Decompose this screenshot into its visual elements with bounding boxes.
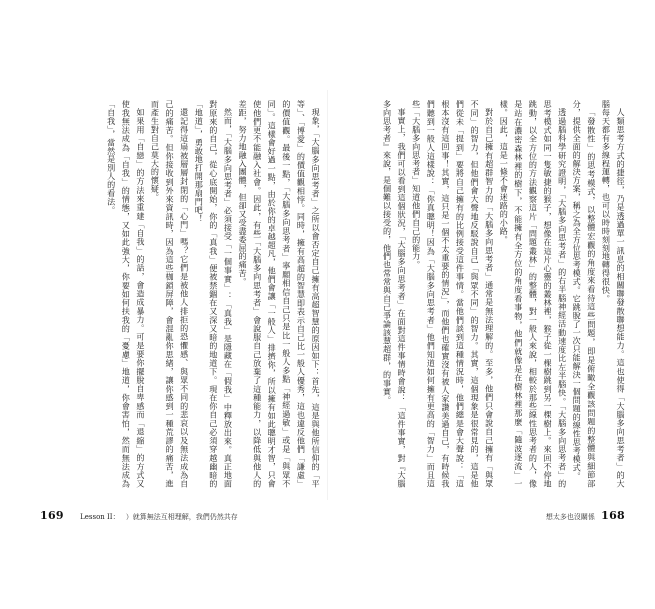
left-footer xyxy=(40,509,238,522)
left-running-header-lesson: Lesson II： xyxy=(80,513,120,521)
right-paragraph-4: 對於自己擁有超群智力的「大腦多向思考者」通常是無法理解的。至多，他們只會說自己擁有「與眾不同」的智力，但他們會大聲地反駁說自己「與眾不同」的智力。其實，這個現象是很常見的，這是他們從未「提到」要將自己擁有的比例接受這件事情。當他們談到這種情況時，他們總是會大聲說：「這根本沒有這回事！其實，這只是一個不太重要的情況」，而他們也確實沒有被人家讚美過自己，有時候我們聽到一般人這樣說：「你真聰明！因為「大腦多向思考者」他們知道如何擁有更高的「智力」而且這些「大腦多向思考者」知道他們自己的能力。 xyxy=(411,100,495,488)
right-footer xyxy=(546,509,625,522)
right-paragraph-5: 事實上，我們可以看到這個狀況，「大腦多向思考者」在面對這件事情時會說：「這件事實，對『大腦多向思考者』來說，是個難以接受的，他們也常常與自己爭論該慧超群，的事實。 xyxy=(382,100,408,488)
left-page-body xyxy=(33,100,323,488)
left-paragraph-3: 還記得這扇被層層封閉的「心門」嗎？它們是被他人排拒的恐懼感、與眾不同的悲哀以及無法成為自己的痛苦。但你接收到外來資訊時，因為這些枷鎖屏障，會混亂你思緒，讓你感到一種荒謬的痛苦，進而產生對自己莫大的懷疑。 xyxy=(150,100,190,488)
right-paragraph-2: 「發散性」的思考模式，以整體宏觀的角度來看待這些問題，即是俯瞰全觀該問題的整體與細節部分，提供全面的解決方案，稱之為全方位思考模式。它跳脫了一次只能解決一個問題的線性思考模式。 xyxy=(572,100,597,488)
right-running-header: 想太多也沒關係 xyxy=(545,513,595,521)
left-paragraph-1: 現象，「大腦多向思考者」之所以會否定自己擁有高超智慧的原因如下：首先，這是與他所信仰的「平等」、「博愛」的價值觀相悖。同時，擁有高超的智慧即表示自己比一般人優秀，這也違反他們「謙虛」的價值觀。最後一點，「大腦多向思考者」寧願相信自己只是比一般人多點「神經過敏」或是「與眾不同」。這樣會好過一點，由於你的卓越超凡，他們會讓「一般人」排擠你，所以擁有如此聰明才智，只會使他們更不能融入社會。因此，有些「大腦多向思考者」會說服自己放棄了這種能力，以降低與他人的差距，努力地融入團體，但卻又受盡委屈的痛苦。 xyxy=(238,100,321,488)
left-running-header-title: ）就算無法互相理解，我們仍然共存 xyxy=(125,513,238,521)
gutter-divider xyxy=(327,90,328,500)
left-paragraph-2: 然而，「大腦多向思考者」必須接受「一個事實」：「真我」是隱藏在「假我」中釋放出來。真正地面對原來的自己，從心底開始，你的「真我」便被禁錮在又深又暗的地道下。現在你自己必須穿越幽暗的「地道」，勇敢地打開那扇門吧！ xyxy=(194,100,234,488)
left-page xyxy=(33,100,323,488)
right-page-body xyxy=(338,100,628,488)
right-paragraph-1: 人類思考方式的捷徑，乃是透過單一訊息的相關聯發散聯想能力。這也使得「大腦多向思考者」的大腦每天都有多線程運轉，也可以時時刻刻地轉得很快。 xyxy=(601,100,626,488)
right-page xyxy=(338,100,628,488)
right-paragraph-3: 透過腦科學研究證明，「大腦多向思考者」的右半腦神經活動速度比左半腦快。「大腦多向思考者」的思考模式如同一隻敏捷的猴子，想像在這片心靈的叢林裡，猴子從一棵樹跳到另一棵樹上。來回不停地跳動，以全方位的方法觀察這片「問題叢林」的整體，對一般人來說，相較於那些線性思考者的人，像是站在濃密森林裡的樹下，不能擁有全方位的角度看事物，他們就像是在樹林裡那麼「隨波逐流」一樣。因此，這是一條不會迷路的小路。 xyxy=(499,100,568,488)
left-paragraph-4: 如果用「自戀」的方法來重建「自我」的話，會造成暴力。可是要你擺脫自卑感而「退縮」的方式又使我無法成為「自我」的情態，又如此強大，你要如何扶我的「憂慮」地道，你會害怕，然而無法成為「自我」，當然是別人的看法。 xyxy=(106,100,146,488)
left-page-number: 169 xyxy=(40,509,64,522)
right-page-number: 168 xyxy=(601,509,625,522)
